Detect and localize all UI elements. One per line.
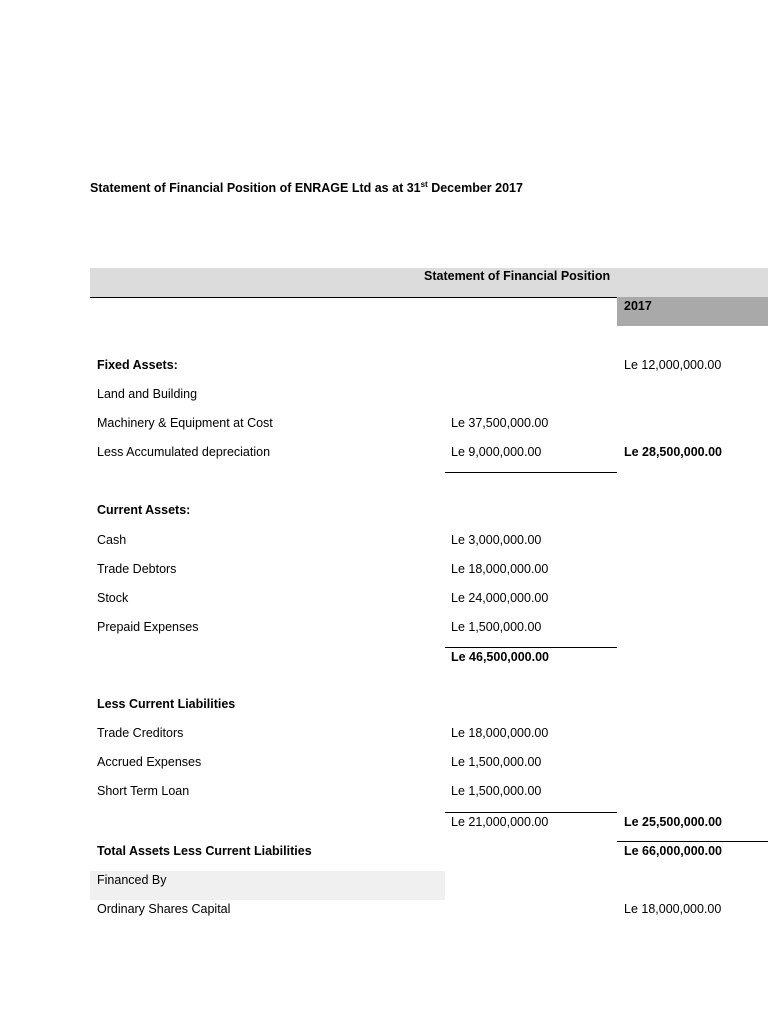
current-asset-value: Le 18,000,000.00 (451, 562, 549, 576)
year-column-header: 2017 (617, 297, 768, 326)
current-assets-total: Le 46,500,000.00 (451, 650, 549, 664)
title-superscript: st (420, 180, 428, 189)
current-asset-label: Cash (97, 533, 127, 547)
liability-value: Le 1,500,000.00 (451, 784, 542, 798)
liability-value: Le 1,500,000.00 (451, 755, 542, 769)
liability-value: Le 18,000,000.00 (451, 726, 549, 740)
depreciation-value: Le 9,000,000.00 (451, 445, 542, 459)
total-assets-value: Le 66,000,000.00 (624, 844, 722, 858)
land-building-label: Land and Building (97, 387, 198, 401)
financed-by-heading: Financed By (97, 873, 167, 887)
current-asset-value: Le 3,000,000.00 (451, 533, 542, 547)
liability-label: Trade Creditors (97, 726, 184, 740)
document-title (90, 180, 523, 195)
current-asset-label: Prepaid Expenses (97, 620, 199, 634)
total-assets-label: Total Assets Less Current Liabilities (97, 844, 312, 858)
current-liabilities-total: Le 21,000,000.00 (451, 815, 549, 829)
liability-label: Accrued Expenses (97, 755, 202, 769)
land-building-value: Le 12,000,000.00 (624, 358, 722, 372)
current-asset-value: Le 1,500,000.00 (451, 620, 542, 634)
machinery-label: Machinery & Equipment at Cost (97, 416, 273, 430)
current-liabilities-rule (445, 812, 617, 813)
current-assets-rule (445, 647, 617, 648)
current-asset-value: Le 24,000,000.00 (451, 591, 549, 605)
current-asset-label: Trade Debtors (97, 562, 177, 576)
table-header-label: Statement of Financial Position (424, 269, 611, 283)
current-liabilities-heading: Less Current Liabilities (97, 697, 236, 711)
title-main: Statement of Financial Position of ENRAGE Ltd as at 31 (90, 181, 421, 196)
current-asset-label: Stock (97, 591, 129, 605)
machinery-value: Le 37,500,000.00 (451, 416, 549, 430)
fixed-assets-rule (445, 472, 617, 473)
current-assets-heading: Current Assets: (97, 503, 191, 517)
ordinary-shares-label: Ordinary Shares Capital (97, 902, 231, 916)
liability-label: Short Term Loan (97, 784, 190, 798)
fixed-assets-heading: Fixed Assets: (97, 358, 178, 372)
depreciation-label: Less Accumulated depreciation (97, 445, 271, 459)
fixed-assets-net-value: Le 28,500,000.00 (624, 445, 722, 459)
net-current-value: Le 25,500,000.00 (624, 815, 722, 829)
net-current-rule (617, 841, 768, 842)
ordinary-shares-value: Le 18,000,000.00 (624, 902, 722, 916)
title-tail: December 2017 (427, 181, 523, 196)
